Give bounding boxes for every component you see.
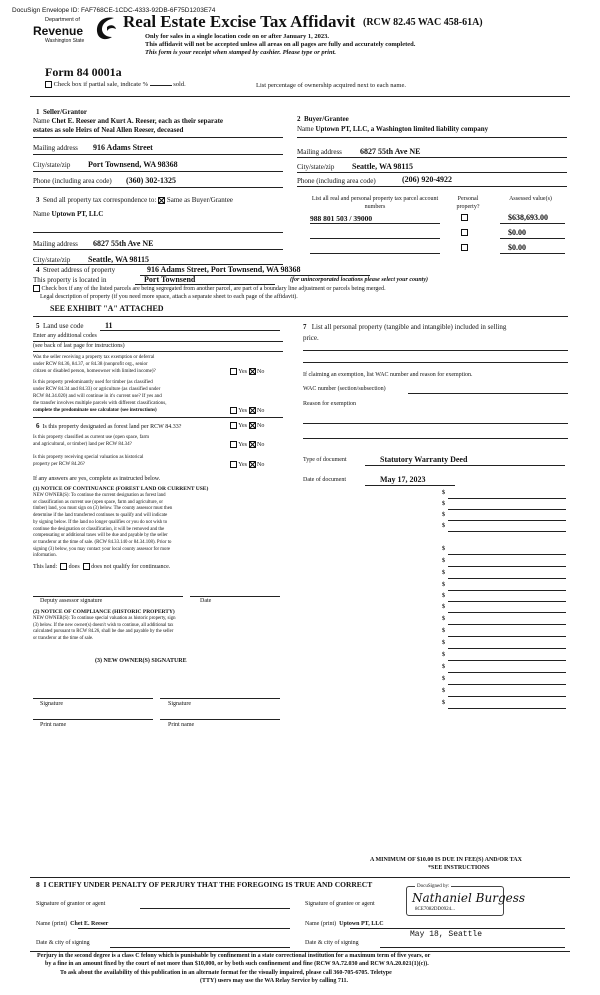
seller-heading: Seller/Grantor (43, 108, 87, 116)
s6-q2a: Is this property classified as current use (open space, farm (33, 435, 150, 440)
s6-q2-no: No (257, 441, 265, 448)
s6-signature-2: Signature (168, 701, 191, 707)
property-street[interactable]: 916 Adams Street, Port Townsend, WA 98368 (147, 265, 301, 274)
corr-name-label: Name (33, 210, 50, 218)
s8-grantor-name[interactable]: Chet E. Reeser (70, 921, 109, 927)
s6-does-checkbox[interactable] (60, 563, 67, 570)
s6-date-label: Date (200, 598, 212, 604)
property-exhibit: SEE EXHIBIT "A" ATTACHED (50, 304, 164, 313)
s6-q1-no-checkbox[interactable] (249, 422, 256, 429)
s5-q1-no: No (257, 368, 265, 375)
s6-notice2-line: (3) below. If the new owner(s) doesn't wish to continue, all additional tax (33, 622, 174, 628)
property-num: 4 (36, 266, 40, 274)
property-located-label: This property is located in (33, 276, 107, 284)
tax-currency: $ (442, 616, 445, 622)
tax-currency: $ (442, 523, 445, 529)
tax-currency: $ (442, 582, 445, 588)
footer-alt-format: To ask about the availability of this publication in an alternate format for the visually impaired, please call 360-705-6705. Teletype (60, 970, 392, 976)
s6-q3-no: No (257, 461, 265, 468)
seller-name-label: Name (33, 117, 50, 125)
s6-q2-yes-checkbox[interactable] (230, 441, 237, 448)
s5-q2-no-checkbox[interactable] (249, 407, 256, 414)
s7-label: List all personal property (tangible and intangible) included in selling (311, 323, 507, 331)
s5-q2e: complete the predominate use calculator (see instructions) (33, 408, 157, 413)
property-located[interactable]: Port Townsend (144, 275, 196, 284)
corr-name[interactable]: Uptown PT, LLC (51, 210, 104, 218)
corr-same-as: Same as Buyer/Grantee (166, 196, 233, 204)
buyer-phone-label: Phone (including area code) (297, 177, 376, 185)
s5-q1a: Was the seller receiving a property tax exemption or deferral (33, 355, 155, 360)
partial-sale-row (45, 81, 186, 88)
s6-q1-no: No (257, 422, 265, 429)
buyer-phone[interactable]: (206) 920-4922 (402, 175, 452, 184)
property-segregated: Check box if any of the listed parcels are being segregated from another parcel, are part of a boundary line adjustment or parcels being merged. (41, 285, 386, 292)
form-citation: (RCW 82.45 WAC 458-61A) (363, 17, 483, 28)
s6-q1: Is this property designated as forest land per RCW 84.33? (42, 424, 182, 430)
partial-sale-label: Check box if partial sale, indicate % (53, 81, 149, 88)
s8-grantee-sig-label: Signature of grantee or agent (305, 901, 375, 907)
seller-num: 1 (36, 108, 40, 116)
s7-doc-date[interactable]: May 17, 2023 (380, 475, 426, 484)
corr-mailing-label: Mailing address (33, 240, 78, 248)
partial-pct-field[interactable] (150, 85, 172, 86)
tax-currency: $ (442, 593, 445, 599)
s5-q1-yes-checkbox[interactable] (230, 368, 237, 375)
s7-doc-type[interactable]: Statutory Warranty Deed (380, 455, 468, 464)
buyer-mailing[interactable]: 6827 55th Ave NE (360, 147, 421, 156)
seller-city[interactable]: Port Townsend, WA 98368 (88, 160, 178, 169)
segregated-checkbox[interactable] (33, 285, 40, 292)
corr-city-label: City/state/zip (33, 256, 71, 264)
s6-q3b: property per RCW 84.26? (33, 462, 85, 467)
s6-print-name-2: Print name (168, 722, 195, 728)
s6-num: 6 (36, 422, 40, 430)
s6-notice1-line: timber) land, you must sign on (3) below. The county assessor must then (33, 506, 173, 512)
s6-print-name-1: Print name (40, 722, 67, 728)
s5-additional: Enter any additional codes (33, 333, 97, 339)
s6-q3-yes-checkbox[interactable] (230, 461, 237, 468)
footer-perjury2: by a fine in an amount fixed by the court of not more than $10,000, or by both such confinement and fine (RCW 9A.72.030 and RCW 9A.20.021(1)(c)). (45, 961, 429, 967)
s7-label2: price. (303, 334, 319, 342)
s6-this-land: This land: (33, 563, 58, 570)
tax-currency: $ (442, 664, 445, 670)
s8-date-label-1: Date & city of signing (36, 940, 90, 946)
s5-see-back: (see back of last page for instructions) (33, 343, 125, 349)
tax-minimum1: A MINIMUM OF $10.00 IS DUE IN FEE(S) AND/OR TAX (370, 857, 522, 863)
footer-perjury1: Perjury in the second degree is a class C felony which is punishable by confinement in a state correctional institution for a maximum term of five years, or (37, 953, 431, 959)
s7-doc-type-label: Type of document (303, 457, 347, 463)
assessed-value-3[interactable]: $0.00 (508, 243, 526, 252)
tax-minimum2: *SEE INSTRUCTIONS (428, 865, 490, 871)
s8-date-label-2: Date & city of signing (305, 940, 359, 946)
s8-name-label-1: Name (print) (36, 921, 68, 927)
dept-revenue: Revenue (33, 24, 84, 38)
header-note2: This affidavit will not be accepted unless all areas on all pages are fully and accurately completed. (145, 41, 416, 48)
s5-q1-no-checkbox[interactable] (249, 368, 256, 375)
s5-q1c: citizen or disabled person, homeowner with limited income)? (33, 369, 156, 374)
property-street-label: Street address of property (43, 266, 116, 274)
s8-num: 8 (36, 880, 40, 889)
corr-mailing[interactable]: 6827 55th Ave NE (93, 239, 154, 248)
partial-sold-label: sold. (173, 81, 186, 88)
header-note1: Only for sales in a single location code on or after January 1, 2023. (145, 33, 329, 40)
s6-notice2-line: or transferor at the time of sale. (33, 636, 94, 642)
buyer-city[interactable]: Seattle, WA 98115 (352, 162, 413, 171)
s6-q3-yes: Yes (238, 461, 248, 468)
s6-notice1-body (33, 493, 172, 560)
s5-q2a: Is this property predominantly used for timber (as classified (33, 380, 153, 385)
s5-q2d: the transfer involves multiple parcels with different classifications, (33, 401, 167, 406)
s8-grantee-date[interactable]: May 18, Seattle (410, 930, 483, 939)
parcel-1[interactable]: 988 801 503 / 39000 (310, 214, 373, 223)
seller-city-label: City/state/zip (33, 161, 71, 169)
parcels-col2: Personal property? (456, 196, 480, 210)
buyer-mailing-label: Mailing address (297, 148, 342, 156)
tax-currency: $ (442, 570, 445, 576)
dept-line3: Washington State (45, 38, 85, 44)
s6-notice1-line: compensating or additional taxes will be due and payable by the seller (33, 533, 168, 539)
buyer-num: 2 (297, 115, 301, 123)
s5-q1-yes: Yes (238, 368, 248, 375)
s8-grantor-sig-label: Signature of grantor or agent (36, 901, 106, 907)
personal-property-checkbox-2[interactable] (461, 229, 468, 236)
ownership-pct-note: List percentage of ownership acquired next to each name. (256, 82, 406, 89)
buyer-city-label: City/state/zip (297, 163, 335, 171)
tax-currency: $ (442, 501, 445, 507)
s6-q2-no-checkbox[interactable] (249, 441, 256, 448)
s7-reason: Reason for exemption (303, 401, 356, 407)
s8-grantee-name[interactable]: Uptown PT, LLC (339, 921, 384, 927)
s5-land-use[interactable]: 11 (105, 321, 113, 330)
envelope-id: DocuSign Envelope ID: FAF768CE-1CDC-4333-92DB-6F75D1203E74 (12, 7, 216, 14)
s6-q2b: and agricultural, or timber) land per RCW 84.34? (33, 442, 132, 447)
seller-mailing[interactable]: 916 Adams Street (93, 143, 153, 152)
seller-phone[interactable]: (360) 302-1325 (126, 176, 176, 185)
s5-q2c: RCW 84.34.020) and will continue in it's current use? If yes and (33, 394, 162, 399)
personal-property-checkbox-1[interactable] (461, 214, 468, 221)
s6-notice1-line: NEW OWNER(S): To continue the current designation as forest land (33, 493, 166, 498)
s6-notice1-line: information. (33, 553, 57, 559)
s6-deputy-label: Deputy assessor signature (40, 598, 103, 604)
s7-exemption: If claiming an exemption, list WAC number and reason for exemption. (303, 372, 473, 378)
tax-currency: $ (442, 546, 445, 552)
s8-docusigned: DocuSigned by: (417, 884, 450, 889)
s6-notice1-line: or classification as current use (open space, farm and agriculture, or (33, 499, 163, 505)
s6-q1-yes-checkbox[interactable] (230, 422, 237, 429)
same-as-buyer-checkbox[interactable] (158, 197, 165, 204)
revenue-logo-icon (94, 15, 118, 41)
s6-if-yes: If any answers are yes, complete as instructed below. (33, 476, 161, 482)
parcels-col1: List all real and personal property tax parcel account numbers (311, 196, 439, 210)
buyer-name: Uptown PT, LLC, a Washington limited liability company (315, 125, 489, 133)
s7-num: 7 (303, 323, 307, 331)
s5-q2-no: No (257, 407, 265, 414)
footer-tty: (TTY) users may use the WA Relay Service by calling 711. (200, 978, 349, 984)
s6-notice2-title: (2) NOTICE OF COMPLIANCE (HISTORIC PROPERTY) (33, 609, 175, 615)
tax-currency: $ (442, 558, 445, 564)
seller-phone-label: Phone (including area code) (33, 177, 112, 185)
s6-notice2-line: calculated pursuant to RCW 84.26, shall be due and payable by the seller (33, 629, 174, 635)
s6-q1-yes: Yes (238, 422, 248, 429)
tax-currency: $ (442, 688, 445, 694)
s6-notice1-title: (1) NOTICE OF CONTINUANCE (FOREST LAND OR CURRENT USE) (33, 486, 209, 492)
partial-sale-checkbox[interactable] (45, 81, 52, 88)
tax-currency: $ (442, 700, 445, 706)
s8-certify: I CERTIFY UNDER PENALTY OF PERJURY THAT THE FOREGOING IS TRUE AND CORRECT (43, 880, 373, 889)
personal-property-checkbox-3[interactable] (461, 244, 468, 251)
form-title: Real Estate Excise Tax Affidavit (123, 12, 356, 31)
s8-docusign-code: 8CE7082DD0924... (415, 907, 455, 912)
assessed-value-1[interactable]: $638,693.00 (508, 213, 548, 222)
s6-notice1-line: determine if the land transferred continues to qualify and will indicate (33, 513, 168, 519)
s5-q1b: under RCW 84.36, 84.37, or 84.38 (nonprofit org., senior (33, 362, 148, 367)
s8-name-label-2: Name (print) (305, 921, 337, 927)
seller-name-line1: Chet E. Reeser and Kurt A. Reeser, each as their separate (51, 117, 224, 125)
s5-q2-yes-checkbox[interactable] (230, 407, 237, 414)
tax-currency: $ (442, 512, 445, 518)
corr-city[interactable]: Seattle, WA 98115 (88, 255, 149, 264)
s6-notice2-line: NEW OWNER(S): To continue special valuation as historic property, sign (33, 616, 176, 621)
s6-new-owner-sig: (3) NEW OWNER(S) SIGNATURE (95, 658, 187, 664)
form-number: Form 84 0001a (45, 65, 122, 79)
s5-num: 5 (36, 322, 40, 330)
s5-q2-yes: Yes (238, 407, 248, 414)
seller-name-line2: estates as sole Heirs of Neal Allen Reeser, deceased (33, 126, 184, 134)
s6-q3a: Is this property receiving special valuation as historical (33, 455, 144, 460)
parcels-col3: Assessed value(s) (509, 196, 552, 202)
s6-signature-1: Signature (40, 701, 63, 707)
s6-notice1-line: signing (3) below, you may contact your local county assessor for more (33, 546, 171, 552)
buyer-heading: Buyer/Grantee (304, 115, 349, 123)
s5-q2b: under RCW 84.34 and 84.33) or agriculture (as classified under (33, 387, 161, 392)
s6-does-not: does not qualify for continuance. (91, 563, 171, 570)
tax-currency: $ (442, 640, 445, 646)
s6-does-not-checkbox[interactable] (83, 563, 90, 570)
s6-notice1-line: by signing below. If the land no longer qualifies or you do not wish to (33, 519, 168, 525)
s5-land-use-label: Land use code (43, 322, 84, 330)
s6-notice1-line: or transferor at the time of sale. (RCW 84.33.140 or 84.34.108). Prior to (33, 539, 172, 545)
property-legal: Legal description of property (if you need more space, attach a separate sheet to each page of the affidavit). (40, 294, 298, 300)
s8-signature: Nathaniel Burgess (412, 891, 526, 905)
tax-currency: $ (442, 652, 445, 658)
s6-notice2-body (33, 616, 176, 643)
corr-num: 3 (36, 196, 40, 204)
tax-currency: $ (442, 604, 445, 610)
seller-mailing-label: Mailing address (33, 144, 78, 152)
tax-currency: $ (442, 490, 445, 496)
assessed-value-2[interactable]: $0.00 (508, 228, 526, 237)
s6-q3-no-checkbox[interactable] (249, 461, 256, 468)
tax-currency: $ (442, 628, 445, 634)
s7-doc-date-label: Date of document (303, 477, 346, 483)
tax-currency: $ (442, 676, 445, 682)
s6-q2-yes: Yes (238, 441, 248, 448)
s6-does: does (68, 563, 80, 570)
s7-wac: WAC number (section/subsection) (303, 386, 386, 392)
header-note3: This form is your receipt when stamped by cashier. Please type or print. (145, 49, 337, 56)
buyer-name-label: Name (297, 125, 314, 133)
dept-line1: Department of (45, 17, 80, 23)
s6-notice1-line: continue the designation or classification, it will be removed and the (33, 526, 165, 532)
property-unincorporated: (for unincorporated locations please select your county) (290, 277, 428, 283)
corr-label: Send all property tax correspondence to: (43, 196, 157, 204)
